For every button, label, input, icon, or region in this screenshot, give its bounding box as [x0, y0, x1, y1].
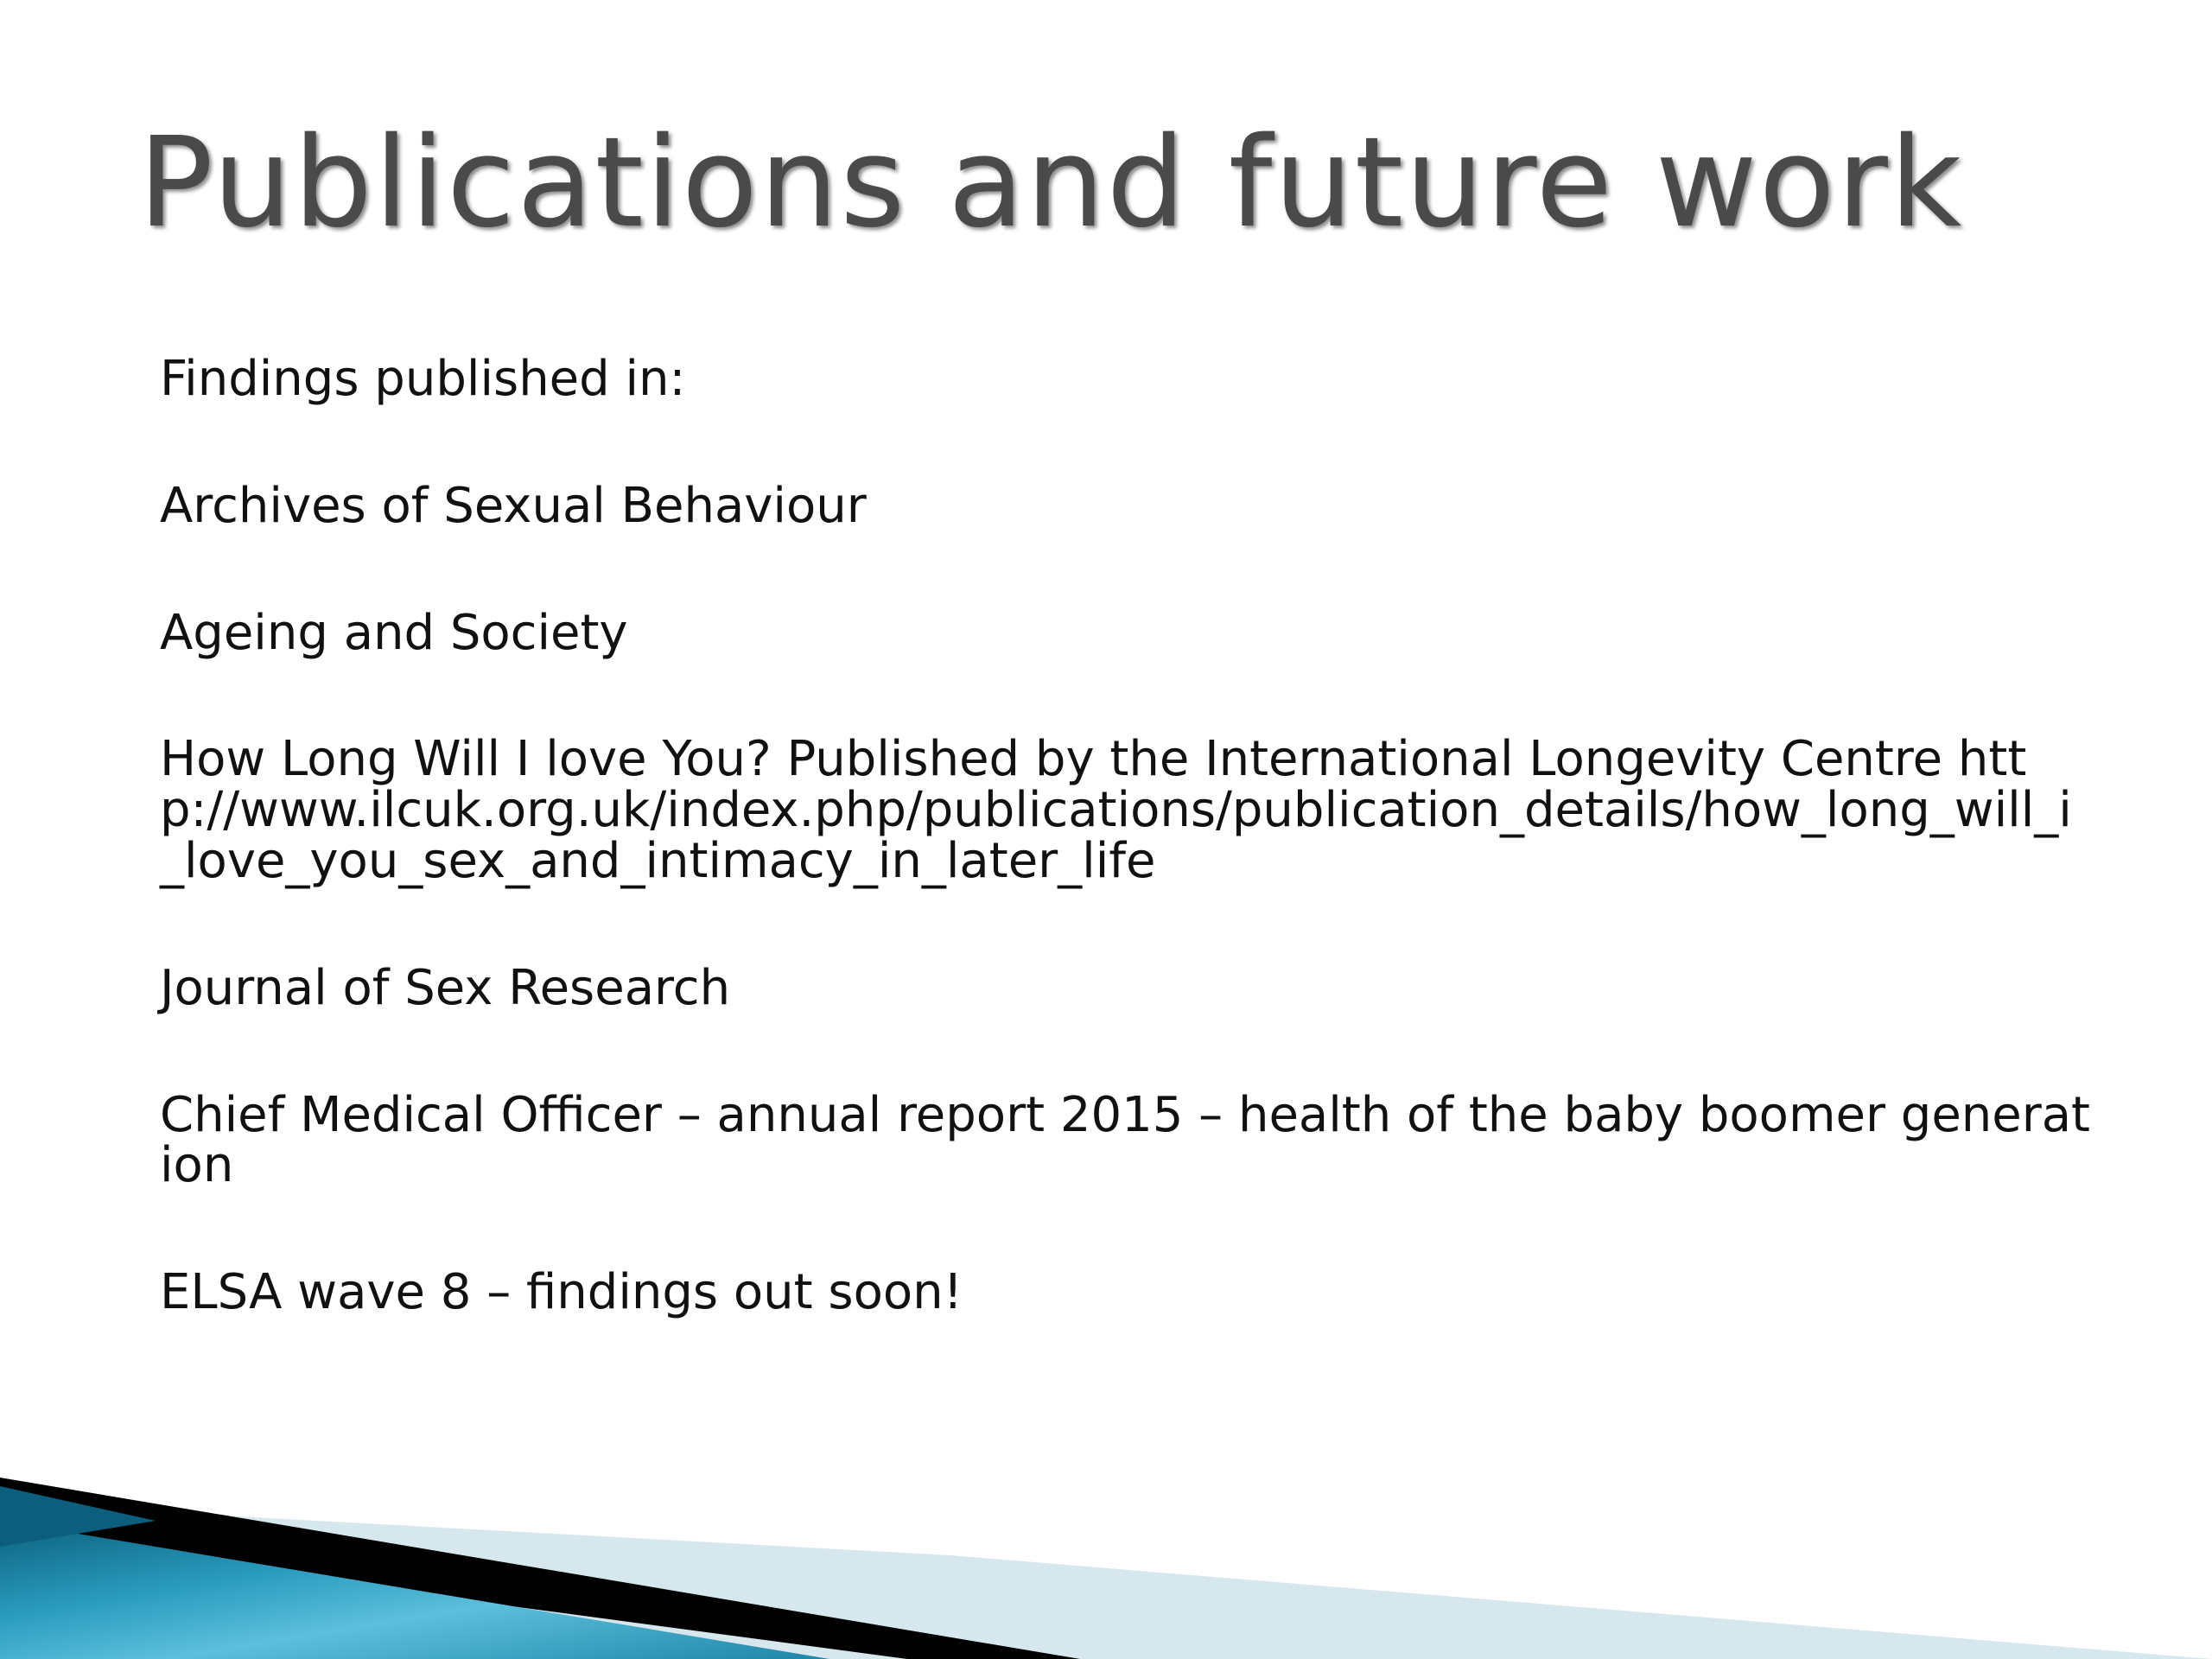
slide-body — [160, 351, 2095, 1395]
publication-item: How Long Will I love You? Published by the International Longevity Centre http://www.ilcuk.org.uk/index.php/publications/publication_details/how_long_will_i_love_you_sex_and_intimacy_in_later_life — [160, 731, 2072, 889]
slide-title: Publications and future work — [138, 110, 1964, 255]
publication-item: ELSA wave 8 – findings out soon! — [160, 1264, 963, 1321]
publication-item: Journal of Sex Research — [160, 959, 731, 1016]
intro-text: Findings published in: — [160, 351, 686, 407]
publication-item: Archives of Sexual Behaviour — [160, 477, 867, 534]
publication-item: Ageing and Society — [160, 604, 628, 661]
publication-item: Chief Medical Officer – annual report 2015 – health of the baby boomer generation — [160, 1086, 2091, 1194]
decorative-swoosh — [0, 1400, 2212, 1659]
